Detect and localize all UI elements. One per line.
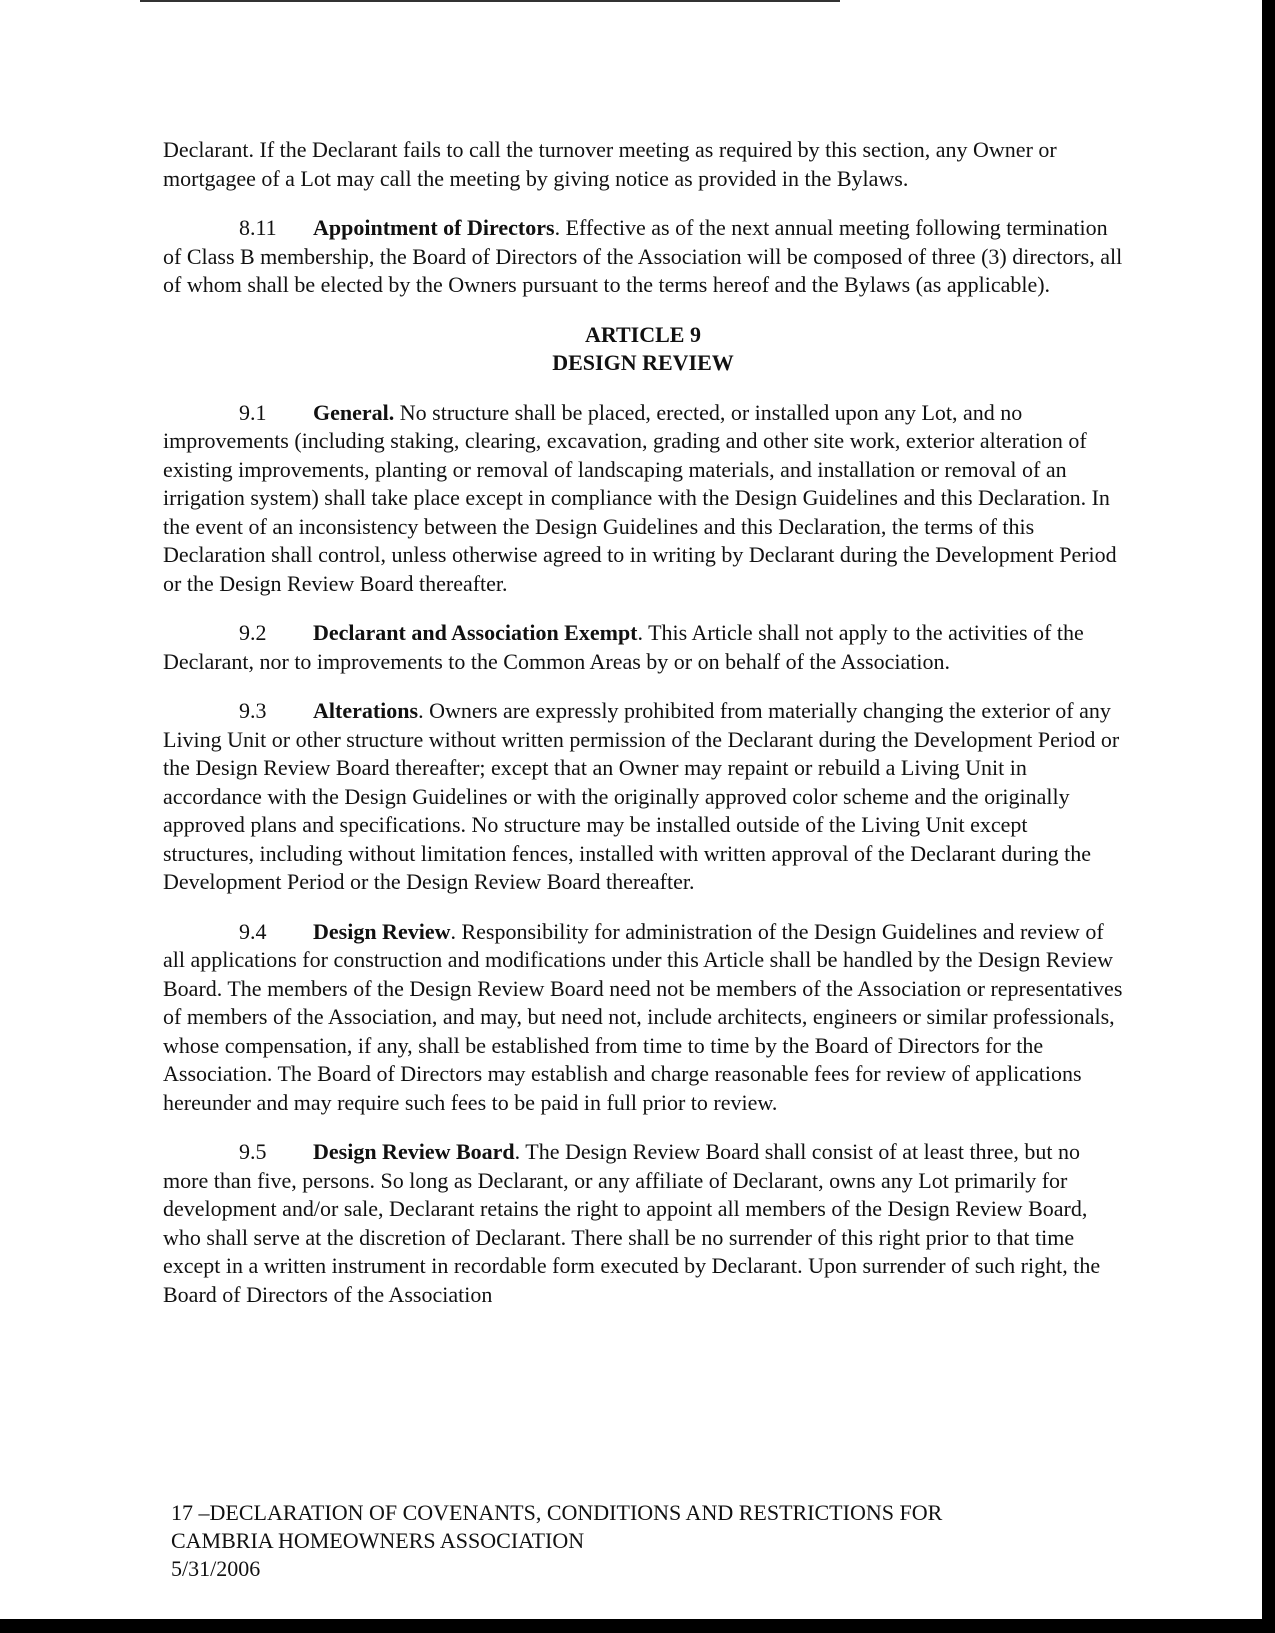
section-text: . The Design Review Board shall consist of at least three, but no more than five, persons. So long as Declarant, or any affiliate of Declarant, owns any Lot primarily for development and/or sale, Declarant retains the right to appoint all members of the Design Review Board, who shall serve at the discretion of Declarant. There shall be no surrender of this right prior to that time except in a written instrument in recordable form executed by Declarant. Upon surrender of such right, the Board of Directors of the Association bbox=[163, 1139, 1101, 1307]
section-title: Design Review Board bbox=[313, 1139, 515, 1164]
section-number: 9.2 bbox=[239, 620, 267, 645]
section-title: Alterations bbox=[313, 698, 419, 723]
section-title: General. bbox=[313, 399, 395, 425]
section-title: Appointment of Directors bbox=[313, 215, 555, 240]
section-text: . Effective as of the next annual meeting following termination of Class B membership, the Board of Directors of the Association will be composed of three (3) directors, all of whom shall be elected by the Owners pursuant to the terms hereof and the Bylaws (as applicable). bbox=[163, 215, 1123, 297]
section-title: Declarant and Association Exempt bbox=[313, 620, 638, 645]
article-number: ARTICLE 9 bbox=[585, 321, 701, 347]
section-9-1 bbox=[163, 399, 1123, 599]
section-number: 9.4 bbox=[239, 918, 267, 944]
paragraph-continuation: Declarant. If the Declarant fails to call the turnover meeting as required by this section, any Owner or mortgagee of a Lot may call the meeting by giving notice as provided in the Bylaws. bbox=[163, 137, 1057, 191]
section-9-4 bbox=[163, 918, 1123, 1118]
top-rule bbox=[140, 0, 840, 2]
section-text: No structure shall be placed, erected, or installed upon any Lot, and no improvements (including staking, clearing, excavation, grading and other site work, exterior alteration of existing improvements, planting or removal of landscaping materials, and installation or removal of an irrigation system) shall take place except in compliance with the Design Guidelines and this Declaration. In the event of an inconsistency between the Design Guidelines and this Declaration, the terms of this Declaration shall control, unless otherwise agreed to in writing by Declarant during the Development Period or the Design Review Board thereafter. bbox=[163, 399, 1117, 596]
section-number: 9.3 bbox=[239, 698, 267, 723]
section-text: . This Article shall not apply to the activities of the Declarant, nor to improvements to the Common Areas by or on behalf of the Association. bbox=[163, 620, 1084, 674]
section-text: . Responsibility for administration of the Design Guidelines and review of all applications for construction and modifications under this Article shall be handled by the Design Review Board. The members of the Design Review Board need not be members of the Association or representatives of members of the Association, and may, but need not, include architects, engineers or similar professionals, whose compensation, if any, shall be established from time to time by the Board of Directors for the Association. The Board of Directors may establish and charge reasonable fees for review of applications hereunder and may require such fees to be paid in full prior to review. bbox=[163, 918, 1123, 1115]
section-9-3 bbox=[163, 697, 1123, 897]
article-heading bbox=[163, 321, 1123, 378]
footer-date: 5/31/2006 bbox=[171, 1556, 261, 1581]
section-number: 9.5 bbox=[239, 1139, 267, 1164]
document-body bbox=[163, 136, 1123, 1330]
article-title: DESIGN REVIEW bbox=[552, 350, 734, 375]
footer-line-2: CAMBRIA HOMEOWNERS ASSOCIATION bbox=[171, 1528, 585, 1553]
footer-line-1: 17 –DECLARATION OF COVENANTS, CONDITIONS AND RESTRICTIONS FOR bbox=[171, 1500, 943, 1525]
section-8-11 bbox=[163, 214, 1123, 300]
section-number: 8.11 bbox=[239, 215, 277, 240]
section-title: Design Review bbox=[313, 918, 451, 944]
section-9-5 bbox=[163, 1138, 1123, 1309]
section-9-2 bbox=[163, 619, 1123, 676]
page-footer bbox=[171, 1499, 1121, 1583]
section-text: . Owners are expressly prohibited from materially changing the exterior of any Living Unit or other structure without written permission of the Declarant during the Development Period or the Design Review Board thereafter; except that an Owner may repaint or rebuild a Living Unit in accordance with the Design Guidelines or with the originally approved color scheme and the originally approved plans and specifications. No structure may be installed outside of the Living Unit except structures, including without limitation fences, installed with written approval of the Declarant during the Development Period or the Design Review Board thereafter. bbox=[163, 698, 1120, 894]
section-number: 9.1 bbox=[239, 399, 267, 425]
